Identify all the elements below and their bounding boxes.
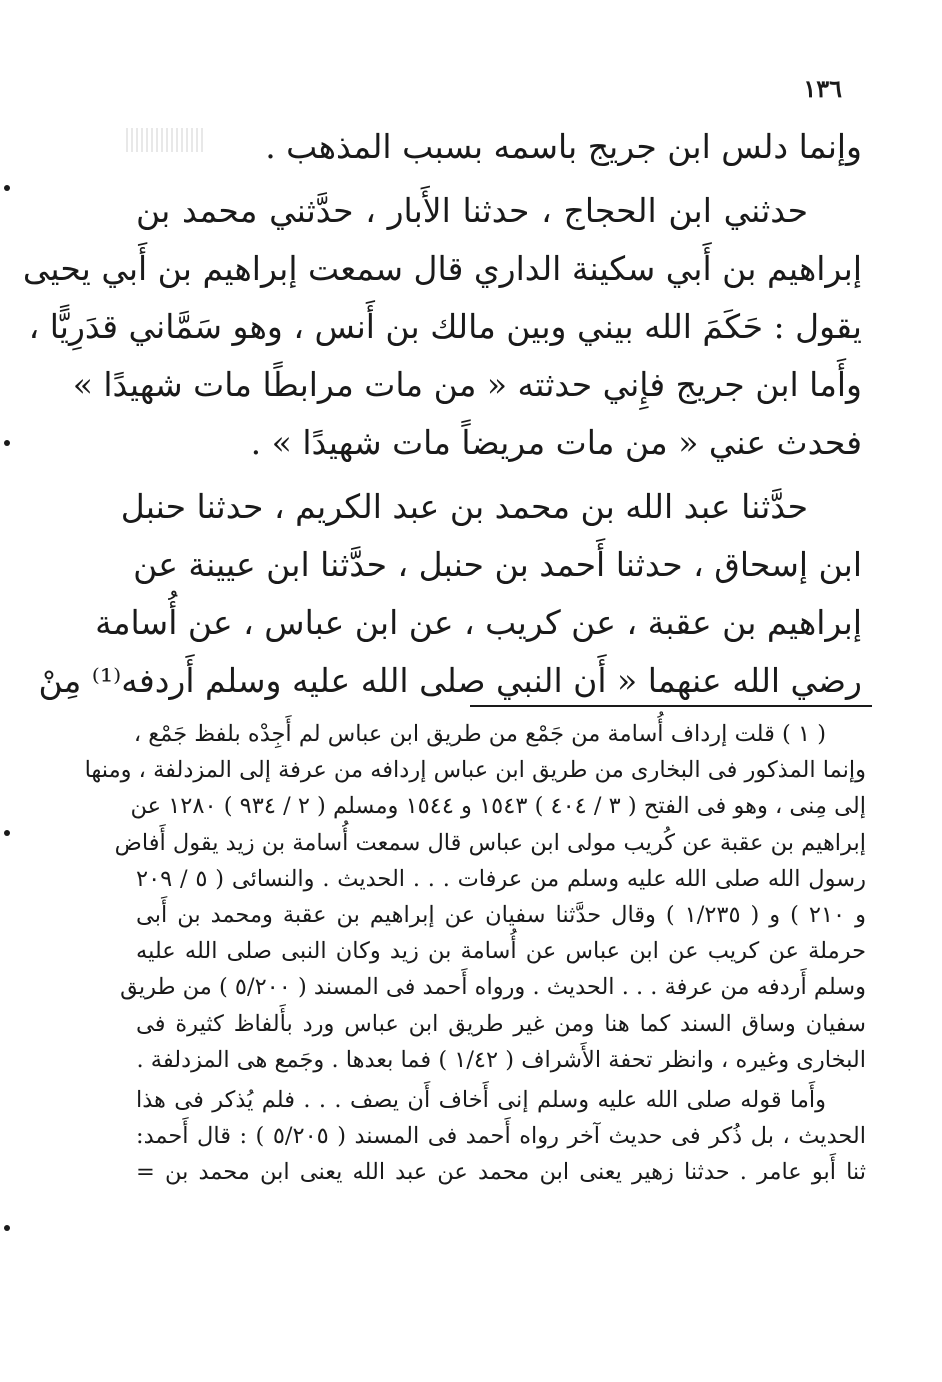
margin-mark [4, 185, 10, 191]
footnote-line: البخارى وغيره ، وانظر تحفة الأَشراف ( ١/٤٢ ) فما بعدها . وجَمع هى المزدلفة . [136, 1046, 866, 1073]
footnote-line: ثنا أَبو عامر . حدثنا زهير يعنى ابن محمد عن عبد الله يعنى ابن محمد بن = [136, 1159, 866, 1186]
text-line: وأَما ابن جريج فإِني حدثته « من مات مرابطًا مات شهيدًا » [72, 365, 862, 404]
footnote-divider [470, 705, 872, 707]
footnote-line: ( ١ ) قلت إرداف أُسامة من جَمْع من طريق ابن عباس لم أَجِدْه بلفظ جَمْع ، [133, 721, 826, 747]
margin-mark [4, 1225, 10, 1231]
text-line: رضي الله عنهما « أَن النبي صلى الله عليه وسلم أَردفه⁽¹⁾ مِنْ [38, 661, 862, 700]
margin-mark [4, 830, 10, 836]
footnote-line: و ٢١٠ ) و ( ١/٢٣٥ ) وقال حدَّثنا سفيان عن إبراهيم بن عقبة ومحمد بن أَبى [136, 901, 866, 928]
footnote-line: الحديث ، بل ذُكر فى حديث آخر رواه أَحمد فى المسند ( ٥/٢٠٥ ) : قال أَحمد: [136, 1123, 867, 1150]
footnote-line: إلى مِنى ، وهو فى الفتح ( ٣ / ٤٠٤ ) ١٥٤٣ و ١٥٤٤ ومسلم ( ٢ / ٩٣٤ ) ١٢٨٠ عن [130, 793, 866, 820]
margin-mark [4, 440, 10, 446]
page-number: ١٣٦ [803, 74, 842, 103]
text-line: فحدث عني « من مات مريضاً مات شهيدًا » . [250, 423, 862, 462]
text-line: وإنما دلس ابن جريج باسمه بسبب المذهب . [265, 127, 862, 166]
footnotes [84, 716, 867, 1190]
footnote-line: وإنما المذكور فى البخارى من طريق ابن عباس إردافه من عرفة إلى المزدلفة ، ومنها [84, 757, 866, 784]
text-line: حدَّثنا عبد الله بن محمد بن عبد الكريم ، حدثنا حنبل [120, 487, 808, 526]
text-line: إبراهيم بن عقبة ، عن كريب ، عن ابن عباس ، عن أُسامة [95, 603, 862, 642]
footnote-line: وأَما قوله صلى الله عليه وسلم إنى أَخاف أَن يصف . . . فلم يُذكر فى هذا [136, 1086, 826, 1113]
text-line: ابن إسحاق ، حدثنا أَحمد بن حنبل ، حدَّثنا ابن عيينة عن [133, 545, 862, 584]
main-text [22, 118, 862, 710]
text-line: يقول : حَكَمَ الله بيني وبين مالك بن أَنس ، وهو سَمَّاني قدَرِيًّا ، [28, 307, 862, 346]
text-line: إبراهيم بن أَبي سكينة الداري قال سمعت إبراهيم بن أَبي يحيى [22, 249, 862, 288]
footnote-line: إبراهيم بن عقبة عن كُريب مولى ابن عباس قال سمعت أُسامة بن زيد يقول أَفاض [114, 829, 866, 856]
footnote-line: رسول الله صلى الله عليه وسلم من عرفات . . . الحديث . والنسائى ( ٥ / ٢٠٩ [136, 865, 866, 892]
footnote-line: حرملة عن كريب عن ابن عباس عن أُسامة بن زيد وكان النبى صلى الله عليه [136, 938, 866, 965]
text-line: حدثني ابن الحجاج ، حدثنا الأَبار ، حدَّثني محمد بن [136, 191, 808, 230]
footnote-line: وسلم أَردفه من عرفة . . . الحديث . ورواه أَحمد فى المسند ( ٥/٢٠٠ ) من طريق [120, 974, 866, 1001]
footnote-line: سفيان وساق السند كما هنا ومن غير طريق ابن عباس ورد بأَلفاظ كثيرة فى [136, 1010, 866, 1037]
